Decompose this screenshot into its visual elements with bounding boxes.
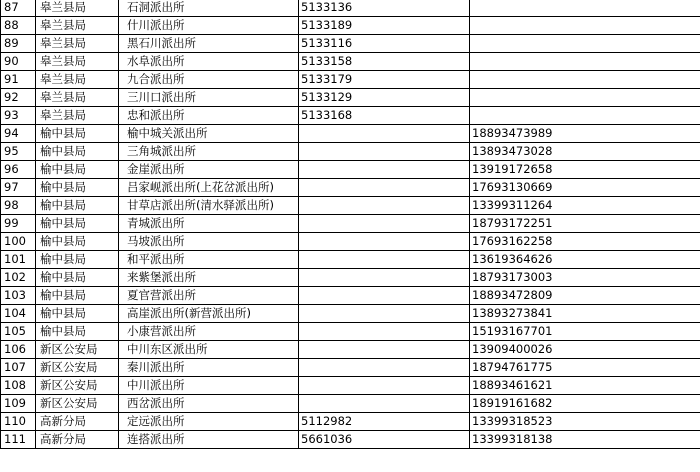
bureau-cell: 榆中县局: [36, 215, 119, 233]
bureau-cell: 榆中县局: [36, 323, 119, 341]
station-name-cell: 忠和派出所: [119, 107, 299, 125]
landline-cell: [299, 323, 470, 341]
station-name-cell: 黑石川派出所: [119, 35, 299, 53]
row-number-cell: 96: [1, 161, 36, 179]
row-number-cell: 99: [1, 215, 36, 233]
mobile-cell: 13909400026: [470, 341, 700, 359]
mobile-cell: [470, 53, 700, 71]
landline-cell: 5112982: [299, 413, 470, 431]
bureau-cell: 新区公安局: [36, 377, 119, 395]
mobile-cell: 13893473028: [470, 143, 700, 161]
mobile-cell: 17693162258: [470, 233, 700, 251]
mobile-cell: 18793172251: [470, 215, 700, 233]
bureau-cell: 高新分局: [36, 413, 119, 431]
mobile-cell: [470, 71, 700, 89]
bureau-cell: 榆中县局: [36, 143, 119, 161]
mobile-cell: 13399311264: [470, 197, 700, 215]
landline-cell: [299, 269, 470, 287]
table-row: [1, 359, 700, 377]
station-name-cell: 来紫堡派出所: [119, 269, 299, 287]
landline-cell: [299, 161, 470, 179]
mobile-cell: 18794761775: [470, 359, 700, 377]
landline-cell: [299, 395, 470, 413]
landline-cell: 5133179: [299, 71, 470, 89]
station-name-cell: 三川口派出所: [119, 89, 299, 107]
table-row: [1, 341, 700, 359]
mobile-cell: 17693130669: [470, 179, 700, 197]
row-number-cell: 87: [1, 0, 36, 17]
table-row: [1, 17, 700, 35]
row-number-cell: 107: [1, 359, 36, 377]
bureau-cell: 皋兰县局: [36, 53, 119, 71]
row-number-cell: 98: [1, 197, 36, 215]
table-body: [1, 0, 700, 449]
table-row: [1, 233, 700, 251]
table-row: [1, 107, 700, 125]
landline-cell: 5133189: [299, 17, 470, 35]
mobile-cell: [470, 0, 700, 17]
station-name-cell: 夏官营派出所: [119, 287, 299, 305]
table-row: [1, 413, 700, 431]
station-name-cell: 中川派出所: [119, 377, 299, 395]
landline-cell: 5661036: [299, 431, 470, 449]
station-name-cell: 小康营派出所: [119, 323, 299, 341]
landline-cell: 5133158: [299, 53, 470, 71]
mobile-cell: 13893273841: [470, 305, 700, 323]
mobile-cell: 18893473989: [470, 125, 700, 143]
station-name-cell: 甘草店派出所(清水驿派出所): [119, 197, 299, 215]
landline-cell: [299, 251, 470, 269]
row-number-cell: 88: [1, 17, 36, 35]
bureau-cell: 皋兰县局: [36, 107, 119, 125]
mobile-cell: 18919161682: [470, 395, 700, 413]
row-number-cell: 102: [1, 269, 36, 287]
row-number-cell: 93: [1, 107, 36, 125]
table-row: [1, 197, 700, 215]
station-name-cell: 三角城派出所: [119, 143, 299, 161]
station-name-cell: 连搭派出所: [119, 431, 299, 449]
bureau-cell: 新区公安局: [36, 395, 119, 413]
row-number-cell: 111: [1, 431, 36, 449]
bureau-cell: 榆中县局: [36, 161, 119, 179]
station-name-cell: 榆中城关派出所: [119, 125, 299, 143]
mobile-cell: [470, 89, 700, 107]
row-number-cell: 97: [1, 179, 36, 197]
bureau-cell: 皋兰县局: [36, 35, 119, 53]
landline-cell: [299, 197, 470, 215]
table-row: [1, 53, 700, 71]
landline-cell: [299, 179, 470, 197]
table-row: [1, 71, 700, 89]
row-number-cell: 89: [1, 35, 36, 53]
mobile-cell: 15193167701: [470, 323, 700, 341]
station-name-cell: 九合派出所: [119, 71, 299, 89]
row-number-cell: 91: [1, 71, 36, 89]
row-number-cell: 108: [1, 377, 36, 395]
landline-cell: [299, 143, 470, 161]
bureau-cell: 榆中县局: [36, 233, 119, 251]
table-row: [1, 161, 700, 179]
row-number-cell: 105: [1, 323, 36, 341]
row-number-cell: 104: [1, 305, 36, 323]
row-number-cell: 95: [1, 143, 36, 161]
station-name-cell: 中川东区派出所: [119, 341, 299, 359]
row-number-cell: 106: [1, 341, 36, 359]
table-row: [1, 305, 700, 323]
mobile-cell: [470, 35, 700, 53]
row-number-cell: 109: [1, 395, 36, 413]
table-row: [1, 251, 700, 269]
mobile-cell: 13399318523: [470, 413, 700, 431]
bureau-cell: 高新分局: [36, 431, 119, 449]
landline-cell: [299, 287, 470, 305]
mobile-cell: 13619364626: [470, 251, 700, 269]
landline-cell: [299, 359, 470, 377]
station-name-cell: 什川派出所: [119, 17, 299, 35]
mobile-cell: 18793173003: [470, 269, 700, 287]
bureau-cell: 新区公安局: [36, 359, 119, 377]
table-row: [1, 143, 700, 161]
mobile-cell: [470, 107, 700, 125]
table-row: [1, 431, 700, 449]
table-row: [1, 35, 700, 53]
row-number-cell: 94: [1, 125, 36, 143]
row-number-cell: 103: [1, 287, 36, 305]
station-name-cell: 和平派出所: [119, 251, 299, 269]
row-number-cell: 101: [1, 251, 36, 269]
row-number-cell: 110: [1, 413, 36, 431]
bureau-cell: 皋兰县局: [36, 0, 119, 17]
bureau-cell: 榆中县局: [36, 287, 119, 305]
bureau-cell: 榆中县局: [36, 197, 119, 215]
bureau-cell: 榆中县局: [36, 269, 119, 287]
station-name-cell: 定远派出所: [119, 413, 299, 431]
table-row: [1, 89, 700, 107]
landline-cell: [299, 215, 470, 233]
landline-cell: [299, 377, 470, 395]
table-row: [1, 323, 700, 341]
station-name-cell: 马坡派出所: [119, 233, 299, 251]
row-number-cell: 92: [1, 89, 36, 107]
table-row: [1, 125, 700, 143]
mobile-cell: [470, 17, 700, 35]
table-row: [1, 0, 700, 17]
station-name-cell: 石洞派出所: [119, 0, 299, 17]
landline-cell: [299, 125, 470, 143]
bureau-cell: 榆中县局: [36, 251, 119, 269]
landline-cell: [299, 305, 470, 323]
landline-cell: 5133136: [299, 0, 470, 17]
table-row: [1, 179, 700, 197]
station-name-cell: 吕家岘派出所(上花岔派出所): [119, 179, 299, 197]
table-row: [1, 395, 700, 413]
mobile-cell: 18893461621: [470, 377, 700, 395]
landline-cell: 5133168: [299, 107, 470, 125]
bureau-cell: 榆中县局: [36, 125, 119, 143]
landline-cell: [299, 341, 470, 359]
station-name-cell: 秦川派出所: [119, 359, 299, 377]
bureau-cell: 新区公安局: [36, 341, 119, 359]
landline-cell: [299, 233, 470, 251]
table-row: [1, 287, 700, 305]
mobile-cell: 13399318138: [470, 431, 700, 449]
bureau-cell: 皋兰县局: [36, 17, 119, 35]
table-row: [1, 269, 700, 287]
table-row: [1, 377, 700, 395]
landline-cell: 5133116: [299, 35, 470, 53]
table-row: [1, 215, 700, 233]
mobile-cell: 18893472809: [470, 287, 700, 305]
landline-cell: 5133129: [299, 89, 470, 107]
station-name-cell: 金崖派出所: [119, 161, 299, 179]
row-number-cell: 90: [1, 53, 36, 71]
row-number-cell: 100: [1, 233, 36, 251]
bureau-cell: 皋兰县局: [36, 71, 119, 89]
bureau-cell: 榆中县局: [36, 305, 119, 323]
station-name-cell: 青城派出所: [119, 215, 299, 233]
station-name-cell: 西岔派出所: [119, 395, 299, 413]
station-name-cell: 水阜派出所: [119, 53, 299, 71]
mobile-cell: 13919172658: [470, 161, 700, 179]
bureau-cell: 榆中县局: [36, 179, 119, 197]
bureau-cell: 皋兰县局: [36, 89, 119, 107]
station-name-cell: 高崖派出所(新营派出所): [119, 305, 299, 323]
